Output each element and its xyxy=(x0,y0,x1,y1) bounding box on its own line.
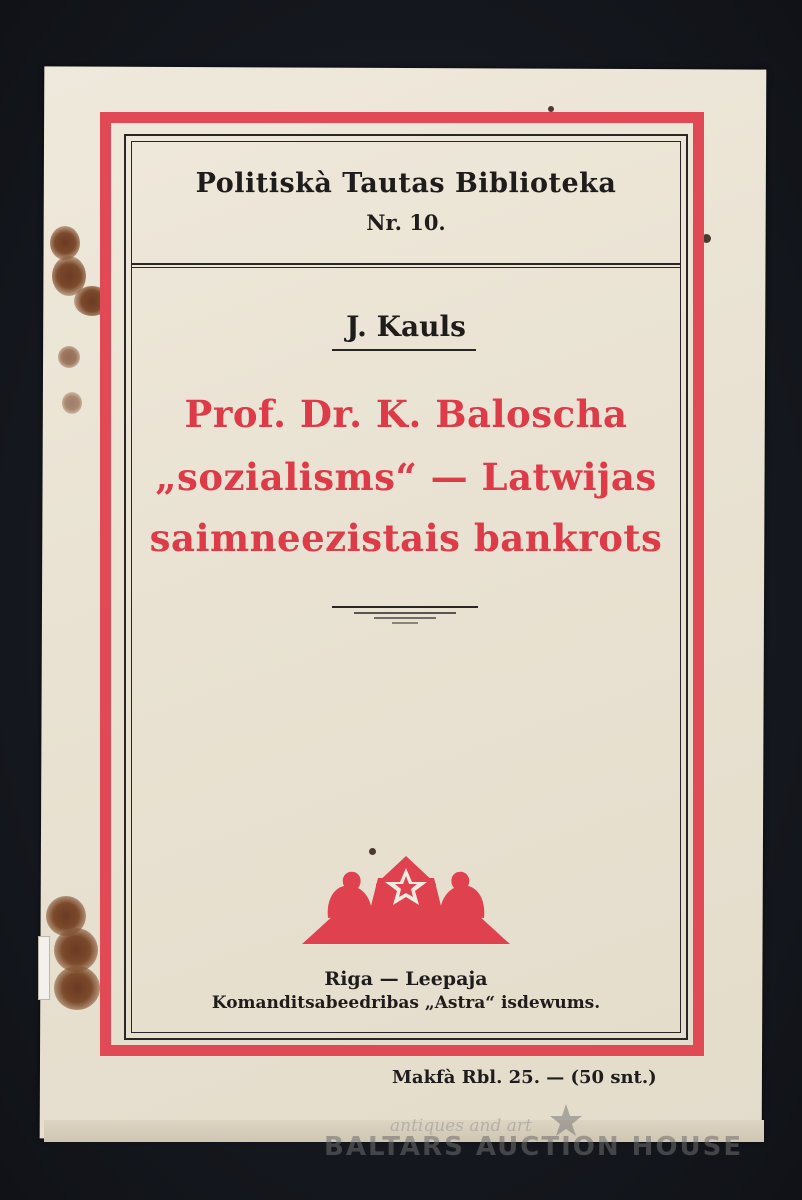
author-name: J. Kauls xyxy=(346,310,466,343)
watermark-brand: BALTARS AUCTION HOUSE xyxy=(324,1132,744,1162)
rust-stain-mid xyxy=(58,346,80,368)
series-title: Politiskà Tautas Biblioteka xyxy=(195,168,617,199)
publisher-emblem-icon xyxy=(300,848,512,948)
book-title-line-3: saimneezistais bankrots xyxy=(149,516,663,560)
author-underline xyxy=(332,349,476,351)
price-label: Makfà Rbl. 25. — (50 snt.) xyxy=(392,1067,657,1088)
spine-label xyxy=(38,936,50,1000)
rust-stain-bottom-3 xyxy=(54,966,100,1010)
ornament-rule xyxy=(332,604,478,626)
header-divider xyxy=(131,263,681,268)
publication-place: Riga — Leepaja xyxy=(324,968,488,990)
rust-stain-top xyxy=(50,226,80,260)
watermark-tagline: antiques and art xyxy=(390,1116,532,1136)
book-title-line-2: „sozialisms“ — Latwijas xyxy=(155,455,657,499)
rust-stain-mid-2 xyxy=(62,392,82,414)
book-title-line-1: Prof. Dr. K. Baloscha xyxy=(184,392,628,436)
series-number: Nr. 10. xyxy=(366,210,446,235)
publisher-line: Komanditsabeedribas „Astra“ isdewums. xyxy=(211,993,601,1013)
